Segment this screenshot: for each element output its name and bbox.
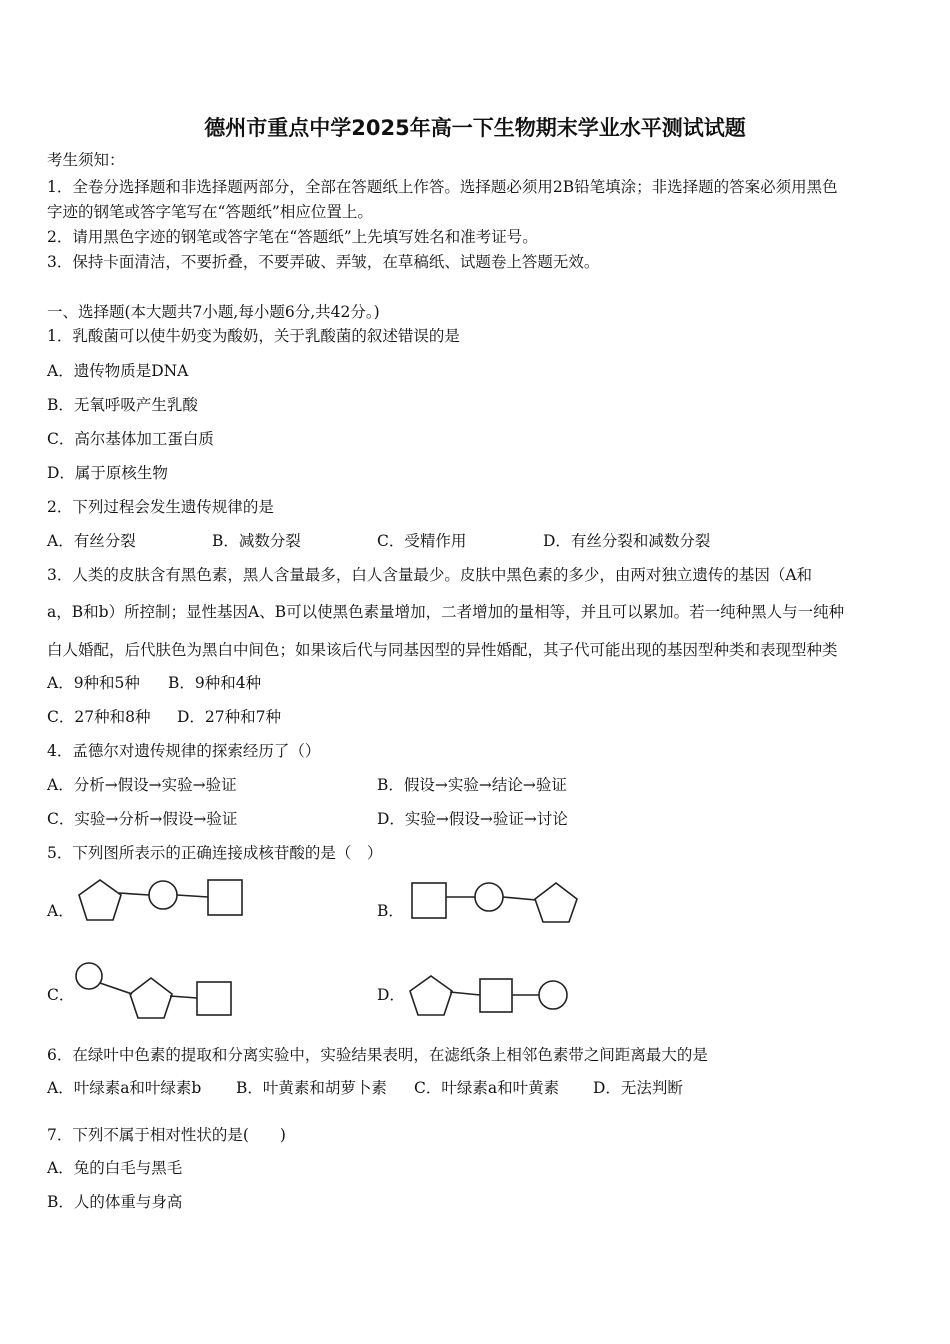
square-shape [197,982,231,1015]
question-5-stem: 5．下列图所表示的正确连接成核苷酸的是（ ） [47,844,383,862]
pentagon-shape [535,883,577,922]
option: C．实验→分析→假设→验证 [47,810,238,828]
note-line: 1．全卷分选择题和非选择题两部分，全部在答题纸上作答。选择题必须用2B铅笔填涂；非选择题的答案必须用黑色 [47,178,838,196]
question-3-stem: 白人婚配，后代肤色为黑白中间色；如果该后代与同基因型的异性婚配，其子代可能出现的基因型种类和表现型种类 [47,641,838,659]
option: C．27种和8种 [47,708,151,726]
question-3-stem: 3．人类的皮肤含有黑色素，黑人含量最多，白人含量最少。皮肤中黑色素的多少，由两对独立遗传的基因（A和 [47,566,813,584]
circle-shape [475,883,503,911]
option: A．分析→假设→实验→验证 [47,776,237,794]
section-heading: 一、选择题(本大题共7小题,每小题6分,共42分。) [47,303,380,321]
option: A．遗传物质是DNA [47,362,189,380]
pentagon-shape [79,880,121,920]
option: D． [377,986,405,1004]
option: C． [47,986,75,1004]
notes-heading: 考生须知： [47,151,125,169]
diagram-a [79,880,242,920]
option: D．有丝分裂和减数分裂 [543,532,711,550]
diagram-b [412,883,577,922]
question-2-stem: 2．下列过程会发生遗传规律的是 [47,498,274,516]
question-6-stem: 6．在绿叶中色素的提取和分离实验中，实验结果表明，在滤纸条上相邻色素带之间距离最大的是 [47,1046,708,1064]
option: D．属于原核生物 [47,464,168,482]
diagram-d [410,976,567,1015]
option: C．受精作用 [377,532,467,550]
square-shape [480,979,512,1012]
option: B．人的体重与身高 [47,1193,183,1211]
option: B．9种和4种 [168,674,262,692]
option: D．无法判断 [593,1079,683,1097]
pentagon-shape [130,978,172,1018]
option: D．27种和7种 [177,708,282,726]
pentagon-shape [410,976,452,1015]
option: D．实验→假设→验证→讨论 [377,810,568,828]
note-line: 2．请用黑色字迹的钢笔或答字笔在“答题纸”上先填写姓名和准考证号。 [47,228,538,246]
question-3-stem: a，B和b）所控制；显性基因A、B可以使黑色素量增加，二者增加的量相等，并且可以累加。若一纯种黑人与一纯种 [47,603,845,621]
question-4-stem: 4．孟德尔对遗传规律的探索经历了（） [47,742,321,760]
option: B．减数分裂 [212,532,301,550]
option: A．有丝分裂 [47,532,136,550]
option: A． [47,902,74,920]
question-1-stem: 1．乳酸菌可以使牛奶变为酸奶，关于乳酸菌的叙述错误的是 [47,327,460,345]
option: A．兔的白毛与黑毛 [47,1159,183,1177]
circle-shape [76,963,102,989]
note-line: 字迹的钢笔或答字笔写在“答题纸”相应位置上。 [47,203,373,221]
option: A．9种和5种 [47,674,140,692]
option: A．叶绿素a和叶绿素b [47,1079,202,1097]
question-7-stem: 7．下列不属于相对性状的是( ) [47,1126,286,1144]
note-line: 3．保持卡面清洁，不要折叠，不要弄破、弄皱，在草稿纸、试题卷上答题无效。 [47,253,600,271]
page-title: 德州市重点中学2025年高一下生物期末学业水平测试试题 [204,116,746,140]
diagram-c [76,963,231,1018]
square-shape [412,883,446,918]
option: B． [377,902,404,920]
option: C．叶绿素a和叶黄素 [414,1079,560,1097]
option: C．高尔基体加工蛋白质 [47,430,214,448]
square-shape [208,880,242,915]
circle-shape [539,981,567,1009]
option: B．无氧呼吸产生乳酸 [47,396,198,414]
option: B．叶黄素和胡萝卜素 [236,1079,387,1097]
option: B．假设→实验→结论→验证 [377,776,567,794]
circle-shape [149,881,177,909]
